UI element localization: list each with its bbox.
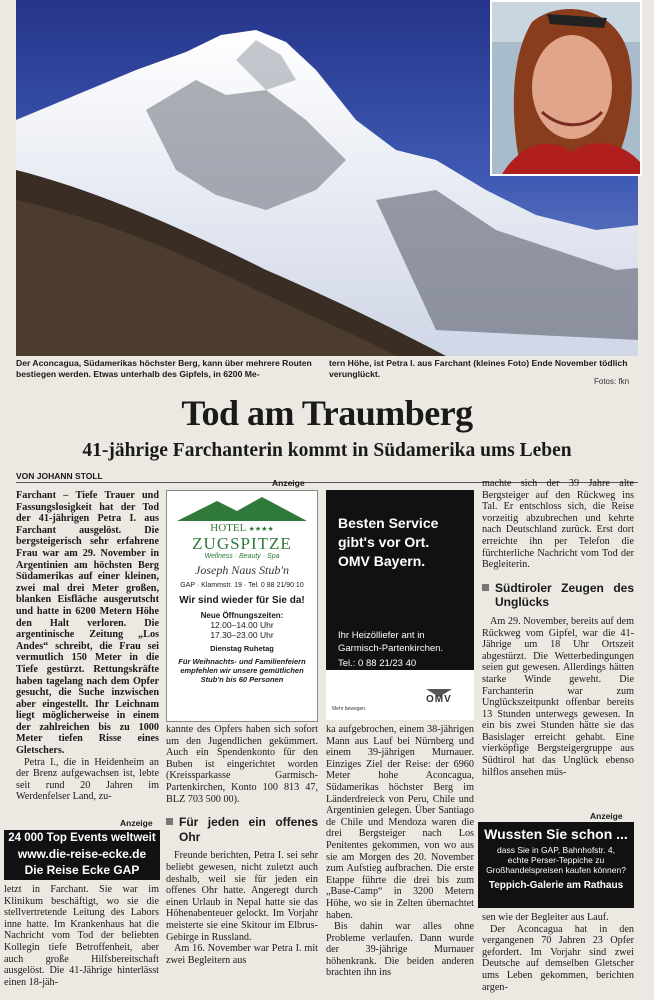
article-column-3 bbox=[326, 724, 474, 979]
caption-left: Der Aconcagua, Südamerikas höchster Berg, kann über mehrere Routen bestiegen werden. Etwas unterhalb des Gipfels, in 6200 Me- bbox=[16, 358, 312, 379]
hotel-promo: Für Weihnachts- und Familienfeiern empfehlen wir unsere gemütlichen Stub'n bis 60 Personen bbox=[178, 657, 306, 684]
article-column-4-continued bbox=[482, 912, 634, 993]
section-heading-block bbox=[482, 581, 634, 610]
hotel-hours-2: 17.30–23.00 Uhr bbox=[210, 630, 274, 640]
article-column-4 bbox=[482, 478, 634, 778]
hotel-name-top: HOTEL bbox=[210, 522, 246, 534]
byline: VON JOHANN STOLL bbox=[16, 471, 103, 481]
section-bullet-icon bbox=[482, 584, 489, 591]
hotel-headline: Wir sind wieder für Sie da! bbox=[179, 595, 305, 606]
portrait-inset-photo bbox=[490, 0, 642, 176]
article-paragraph: ka aufgebrochen, einem 38-jährigen Mann aus Lauf bei Nürnberg und einem 39-jährigen Murnauer. Einziges Ziel der Reise: der 6960 Meter hohe Aconcagua, Südamerikas höchster Berg im Länderdreieck von Peru, Chile und Argentinien gelegen. Über Santiago de Chile und Mendoza waren die drei Bergsteiger nach Los Penitentes gekommen, von wo aus sie am Morgen des 20. November zum Aufstieg aufbrachen. Die erste Etappe führte die drei bis zum „Base-Camp“ in 3200 Metern Höhe, wo sie in Zelten übernachtet haben. bbox=[326, 724, 474, 921]
subheadline: 41-jährige Farchanterin kommt in Südamerika ums Leben bbox=[82, 440, 572, 461]
hotel-tagline: Wellness · Beauty · Spa bbox=[204, 553, 280, 560]
omv-ad bbox=[326, 490, 474, 720]
article-paragraph: Freunde berichten, Petra I. sei sehr beliebt gewesen, nicht zuletzt auch deshalb, weil sie für jeden ein offenes Ohr hatte. Angeregt durch einen Urlaub in Nepal hatte sie das Höhenabenteuer gelockt. Im Vorjahr meisterte sie eine Skitour im Elbrus-Gebirge in Russland. bbox=[166, 850, 318, 943]
caption-right: tern Höhe, ist Petra I. aus Farchant (kleines Foto) Ende November tödlich verunglückt. bbox=[329, 358, 628, 379]
ad-label: Anzeige bbox=[590, 811, 623, 821]
hotel-hours-1: 12.00–14.00 Uhr bbox=[210, 620, 274, 630]
article-column-1-continued bbox=[4, 884, 159, 988]
omv-logo-icon bbox=[426, 684, 452, 692]
hotel-zugspitze-ad bbox=[166, 490, 318, 722]
omv-line-1: Ihr Heizölliefer ant in bbox=[338, 630, 425, 641]
section-heading-block bbox=[166, 815, 318, 844]
mountain-logo-icon bbox=[167, 495, 317, 523]
wussten-footer: Teppich-Galerie am Rathaus bbox=[488, 880, 624, 891]
hotel-closed-day: Dienstag Ruhetag bbox=[210, 644, 274, 653]
article-paragraph: Am 16. November war Petra I. mit zwei Begleitern aus bbox=[166, 943, 318, 966]
reise-ecke-ad bbox=[4, 830, 160, 880]
section-heading: Für jeden ein offenes Ohr bbox=[179, 815, 318, 844]
article-paragraph: kannte des Opfers haben sich sofort um den Jugendlichen gekümmert. Auch ein Spendenkonto für den Buben ist eingerichtet worden (Kreissparkasse Garmisch-Partenkirchen, Konto 100 813 47, BLZ 703 500 00). bbox=[166, 724, 318, 805]
omv-slogan: Mehr bewegen. bbox=[332, 706, 367, 712]
hotel-name: ZUGSPITZE bbox=[192, 534, 292, 553]
headline: Tod am Traumberg bbox=[181, 393, 473, 433]
wussten-body: dass Sie in GAP, Bahnhofstr. 4, echte Perser-Teppiche zu Großhandelspreisen kaufen können? bbox=[486, 845, 626, 875]
omv-headline: Besten Service gibt's vor Ort. OMV Bayern. bbox=[338, 515, 439, 569]
section-heading: Südtiroler Zeugen des Unglücks bbox=[495, 580, 634, 610]
reise-name: Die Reise Ecke GAP bbox=[24, 863, 140, 877]
reise-url: www.die-reise-ecke.de bbox=[17, 847, 147, 861]
hotel-hours-label: Neue Öffnungszeiten: bbox=[200, 611, 284, 620]
article-paragraph: Bis dahin war alles ohne Probleme verlaufen. Dann wurde der 39-jährige Murnauer höhenkrank. Die beiden anderen brachten ihn ins bbox=[326, 921, 474, 979]
article-paragraph: machte sich der 39 Jahre alte Bergsteiger auf den Rückweg ins Tal. Er entschloss sich, die Reise vorzeitig abzubrechen und kehrte nach Deutschland zurück. Erst dort erreichte ihn per Telefon die fürchterliche Nachricht vom Tod der Begleiterin. bbox=[482, 478, 634, 571]
article-paragraph: Petra I., die in Heidenheim an der Brenz aufgewachsen ist, lebte seit rund 20 Jahren im Werdenfelser Land, zu- bbox=[16, 756, 159, 803]
hotel-stars: ★★★★ bbox=[248, 525, 274, 533]
hotel-subtitle: Joseph Naus Stub'n bbox=[195, 563, 289, 577]
section-bullet-icon bbox=[166, 818, 173, 825]
teppich-galerie-ad bbox=[478, 822, 634, 908]
ad-label: Anzeige bbox=[120, 818, 153, 828]
article-paragraph: Am 29. November, bereits auf dem Rückweg vom Gipfel, war die 41-Jährige um 18 Uhr Ortszeit abgestürzt. Die Wetterbedingungen seien gut gewesen. Allerdings hätten starke Winde geweht. Die Farchanterin war zum Unglückszeitpunkt offenbar bereits 13 Stunden unterwegs gewesen. In ein bis zwei Stunden hätte sie das Basislager erreicht gehabt. Eine vierköpfige Bergsteigergruppe aus Südtirol hat das Unglück ebenso hilflos ansehen müs- bbox=[482, 615, 634, 778]
article-paragraph: sen wie der Begleiter aus Lauf. bbox=[482, 912, 609, 923]
omv-line-2: Garmisch-Partenkirchen. bbox=[338, 643, 444, 654]
article-lead: Farchant – Tiefe Trauer und Fassungslosigkeit hat der Tod der 41-jährigen Petra I. aus Farchant ausgelöst. Die bergsteigerisch sehr erfahrene Frau war am 29. November in Argentinien am höchsten Berg Südamerikas auf einer kleinen, zwei mal drei Meter großen, blanken Eisfläche ausgerutscht und hatte in 6200 Metern Höhe den Halt verloren. Die argentinische Zeitung „Los Andes“ schreibt, die Frau sei vermutlich 150 Meter in die Tiefe gestürzt. Rettungskräfte haben tagelang nach dem Opfer gesucht, die Suche inzwischen aber eingestellt. Ihr Leichnam liegt möglicherweise in einem der zahlreichen bis zu 1000 Meter tiefen Risse eines Gletschers. bbox=[16, 490, 159, 757]
omv-logo-panel bbox=[326, 670, 474, 720]
article-paragraph: Der Aconcagua hat in den vergangenen 70 Jahren 23 Opfer gefordert. Im Vorjahr sind zwei Deutsche auf demselben Gletscher ums Leben gekommen, berichten argen- bbox=[482, 923, 634, 993]
omv-phone: Tel.: 0 88 21/23 40 bbox=[338, 658, 417, 669]
omv-brand: OMV bbox=[426, 694, 452, 705]
article-paragraph: letzt in Farchant. Sie war im Klinikum beschäftigt, wo sie die stellvertretende Leitung des Labors inne hatte. Im Krankenhaus hat die Nachricht vom Tod der beliebten Kollegin tiefe Betroffenheit, aber auch große Hilfsbereitschaft ausgelöst. Die 41-Jährige hinterlässt einen 18-jäh- bbox=[4, 884, 159, 988]
wussten-title: Wussten Sie schon ... bbox=[484, 826, 628, 842]
article-column-2 bbox=[166, 724, 318, 966]
photo-credit: Fotos: fkn bbox=[594, 377, 630, 386]
hotel-address: GAP · Klammstr. 19 · Tel. 0 88 21/90 10 bbox=[180, 582, 304, 589]
article-column-1 bbox=[16, 490, 159, 803]
reise-line-1: 24 000 Top Events weltweit bbox=[8, 832, 156, 844]
ad-label: Anzeige bbox=[272, 478, 305, 488]
